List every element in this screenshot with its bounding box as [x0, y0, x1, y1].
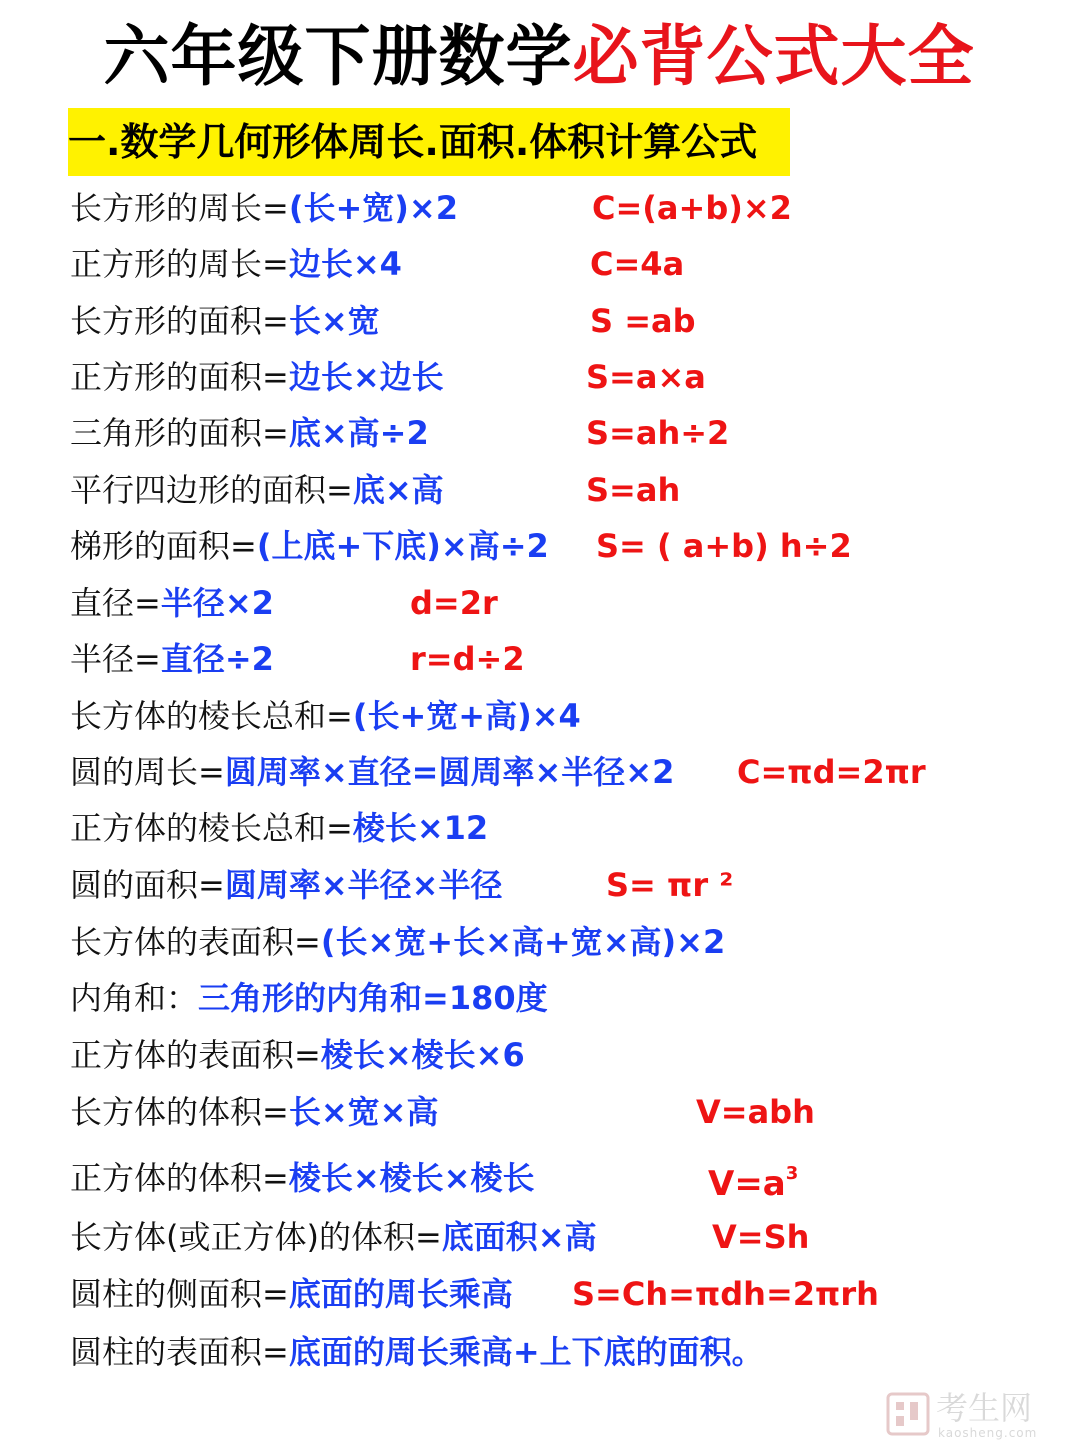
formula-label: 圆柱的表面积= — [70, 1333, 289, 1371]
formula-row — [70, 861, 502, 909]
watermark-text: 考生网 — [936, 1389, 1033, 1427]
formula-symbolic: V=abh — [696, 1093, 815, 1131]
formula-symbolic — [708, 1150, 799, 1204]
formula-label: 长方体的表面积= — [70, 923, 321, 961]
formula-row — [70, 240, 402, 288]
section-heading: 一.数学几何形体周长.面积.体积计算公式 — [68, 108, 790, 176]
formula-label: 正方形的面积= — [70, 358, 289, 396]
formula-expression: (上底+下底)×高÷2 — [256, 527, 549, 565]
formula-expression: 长×宽×高 — [288, 1093, 439, 1131]
formula-symbolic: C=πd=2πr — [737, 753, 926, 791]
formula-label: 正方体的体积= — [70, 1159, 289, 1197]
formula-row — [70, 748, 674, 796]
formula-expression: 棱长×棱长×6 — [320, 1036, 525, 1074]
formula-expression: 棱长×12 — [352, 809, 489, 847]
formula-symbolic: S= πr ² — [606, 866, 734, 904]
formula-expression: 边长×4 — [288, 245, 402, 283]
formula-row — [70, 466, 444, 514]
formula-row — [70, 1213, 597, 1261]
formula-label: 直径= — [70, 584, 161, 622]
formula-expression: 三角形的内角和=180度 — [198, 979, 548, 1017]
formula-row — [70, 918, 725, 966]
formula-symbolic: S= ( a+b) h÷2 — [596, 527, 852, 565]
formula-row — [70, 974, 548, 1022]
formula-row — [70, 522, 549, 570]
formula-label: 长方体的棱长总和= — [70, 697, 353, 735]
formula-row — [70, 635, 274, 683]
kaosheng-logo-icon — [886, 1392, 930, 1436]
formula-expression: 棱长×棱长×棱长 — [288, 1159, 535, 1197]
formula-row — [70, 1154, 534, 1202]
formula-expression: 直径÷2 — [160, 640, 274, 678]
formula-row — [70, 1088, 438, 1136]
formula-symbolic: S=ah÷2 — [586, 414, 730, 452]
formula-expression: (长+宽)×2 — [288, 189, 458, 227]
formula-label: 三角形的面积= — [70, 414, 289, 452]
formula-exponent: 3 — [785, 1163, 799, 1184]
page-title — [0, 14, 1078, 100]
formula-base: V=a — [708, 1164, 786, 1204]
formula-label: 正方体的棱长总和= — [70, 809, 353, 847]
formula-row — [70, 579, 274, 627]
formula-symbolic: r=d÷2 — [410, 640, 525, 678]
formula-symbolic: S=ah — [586, 471, 681, 509]
watermark — [886, 1388, 1056, 1442]
formula-symbolic: V=Sh — [712, 1218, 810, 1256]
formula-expression: 长×宽 — [288, 302, 380, 340]
formula-symbolic: S =ab — [590, 302, 696, 340]
formula-expression: 圆周率×直径=圆周率×半径×2 — [224, 753, 675, 791]
formula-label: 长方体的体积= — [70, 1093, 289, 1131]
formula-row — [70, 1031, 525, 1079]
formula-expression: 底面的周长乘高+上下底的面积。 — [288, 1333, 764, 1371]
formula-symbolic: S=Ch=πdh=2πrh — [572, 1275, 879, 1313]
formula-symbolic: C=4a — [590, 245, 685, 283]
formula-expression: 边长×边长 — [288, 358, 444, 396]
formula-expression: (长×宽+长×高+宽×高)×2 — [320, 923, 726, 961]
formula-label: 正方形的周长= — [70, 245, 289, 283]
formula-row — [70, 297, 380, 345]
formula-label: 圆柱的侧面积= — [70, 1275, 289, 1313]
formula-label: 圆的周长= — [70, 753, 225, 791]
formula-row — [70, 692, 581, 740]
formula-label: 半径= — [70, 640, 161, 678]
formula-label: 长方体(或正方体)的体积= — [70, 1218, 442, 1256]
formula-row — [70, 353, 444, 401]
formula-expression: 圆周率×半径×半径 — [224, 866, 503, 904]
formula-symbolic: S=a×a — [586, 358, 706, 396]
formula-row — [70, 1270, 513, 1318]
formula-label: 梯形的面积= — [70, 527, 257, 565]
formula-label: 平行四边形的面积= — [70, 471, 353, 509]
formula-expression: 半径×2 — [160, 584, 274, 622]
formula-expression: 底×高÷2 — [288, 414, 429, 452]
watermark-subtext: kaosheng.com — [938, 1426, 1038, 1440]
formula-symbolic: d=2r — [410, 584, 498, 622]
formula-row — [70, 1328, 764, 1376]
title-red: 必背公式大全 — [572, 18, 975, 95]
formula-symbolic: C=(a+b)×2 — [592, 189, 792, 227]
formula-label: 长方形的面积= — [70, 302, 289, 340]
formula-row — [70, 409, 429, 457]
formula-expression: (长+宽+高)×4 — [352, 697, 581, 735]
formula-expression: 底面的周长乘高 — [288, 1275, 513, 1313]
formula-expression: 底×高 — [352, 471, 444, 509]
formula-label: 长方形的周长= — [70, 189, 289, 227]
formula-label: 内角和： — [70, 979, 199, 1017]
formula-row — [70, 804, 488, 852]
formula-expression: 底面积×高 — [441, 1218, 597, 1256]
title-black: 六年级下册数学 — [103, 18, 573, 95]
formula-label: 正方体的表面积= — [70, 1036, 321, 1074]
formula-row — [70, 184, 458, 232]
formula-label: 圆的面积= — [70, 866, 225, 904]
